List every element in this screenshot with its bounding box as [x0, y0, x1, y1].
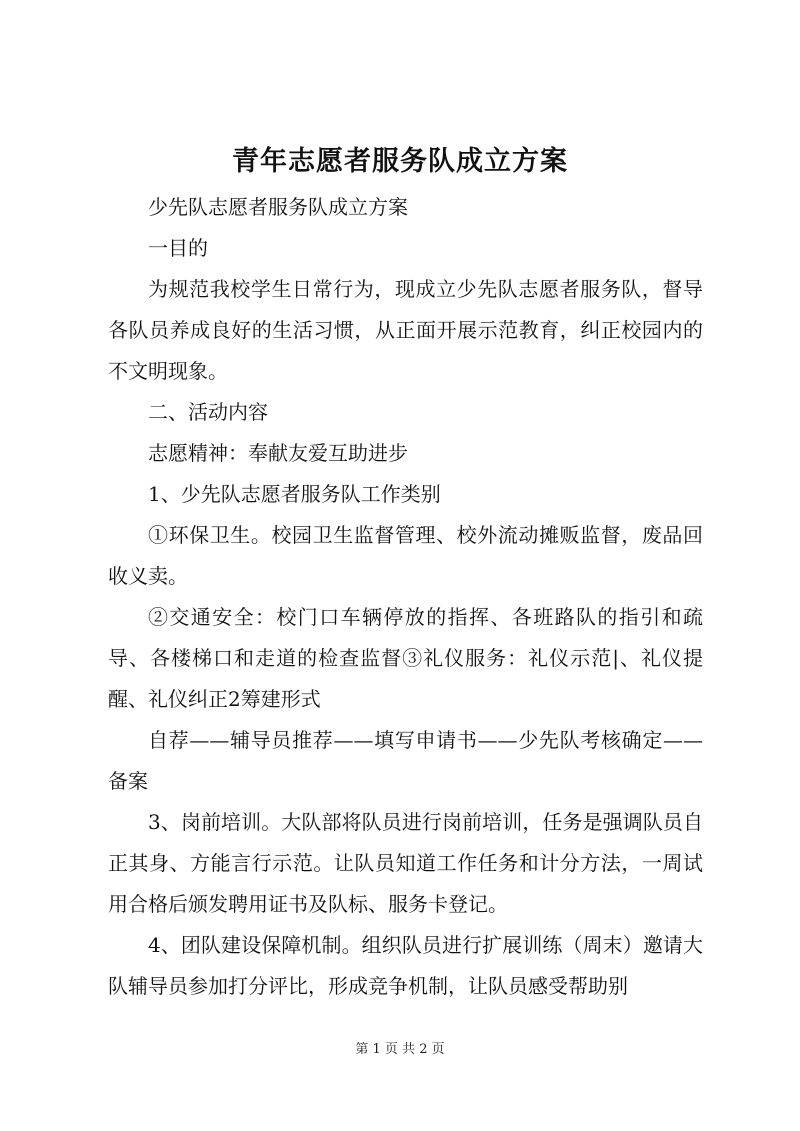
- paragraph-team-building: 4、团队建设保障机制。组织队员进行扩展训练（周末）邀请大队辅导员参加打分评比，形成竞争机制，让队员感受帮助别: [108, 933, 703, 998]
- paragraph-heading-purpose: 一目的: [148, 236, 208, 260]
- paragraph-work-categories: 1、少先队志愿者服务队工作类别: [148, 482, 441, 506]
- paragraph-training: 3、岗前培训。大队部将队员进行岗前培训，任务是强调队员自正其身、方能言行示范。让队员知道工作任务和计分方法，一周试用合格后颁发聘用证书及队标、服务卡登记。: [108, 810, 703, 916]
- document-title: 青年志愿者服务队成立方案: [232, 146, 568, 177]
- paragraph-subtitle: 少先队志愿者服务队成立方案: [148, 195, 408, 219]
- paragraph-heading-activities: 二、活动内容: [148, 400, 268, 424]
- paragraph-purpose: 为规范我校学生日常行为，现成立少先队志愿者服务队，督导各队员养成良好的生活习惯，从正面开展示范教育，纠正校园内的不文明现象。: [108, 277, 703, 383]
- paragraph-volunteer-spirit: 志愿精神：奉献友爱互助进步: [148, 441, 408, 465]
- paragraph-environment: ①环保卫生。校园卫生监督管理、校外流动摊贩监督，废品回收义卖。: [108, 523, 703, 588]
- paragraph-traffic-etiquette: ②交通安全：校门口车辆停放的指挥、各班路队的指引和疏导、各楼梯口和走道的检查监督③礼仪服务：礼仪示范|、礼仪提醒、礼仪纠正2筹建形式: [108, 605, 703, 711]
- page-footer: 第 1 页 共 2 页: [355, 1042, 445, 1057]
- document-body: [108, 187, 703, 1007]
- paragraph-formation-process: 自荐——辅导员推荐——填写申请书——少先队考核确定——备案: [108, 728, 703, 793]
